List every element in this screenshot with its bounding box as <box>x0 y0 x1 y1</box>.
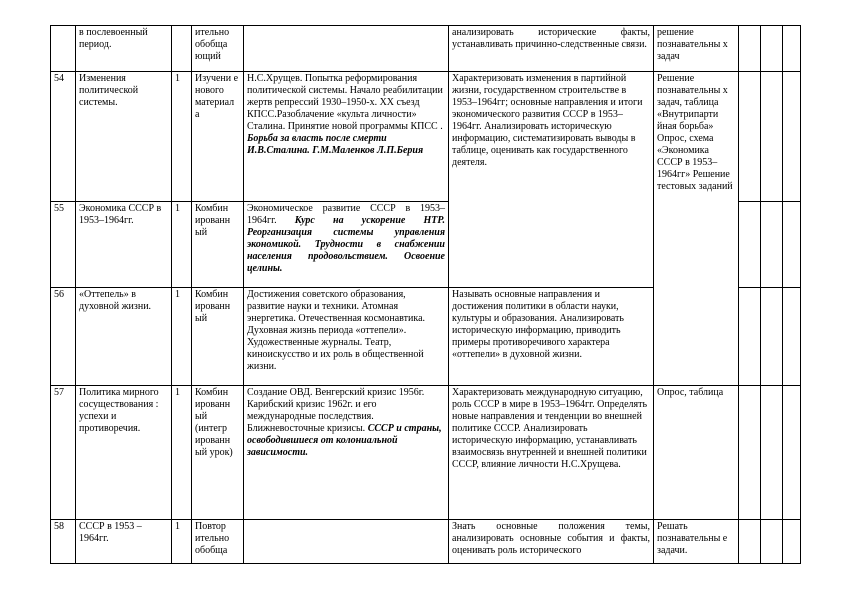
lesson-content <box>244 386 449 520</box>
lesson-number: 55 <box>51 202 76 288</box>
content-text: Экономическое развитие СССР в 1953–1964гг. <box>247 203 445 226</box>
lesson-topic: Изменения политической системы. <box>76 72 172 202</box>
control-form: Решать познавательны е задачи. <box>654 520 739 564</box>
empty-cell <box>761 202 783 288</box>
lesson-hours: 1 <box>172 386 192 520</box>
student-activity: Называть основные направления и достижения политики в области науки, культуры и образования. Анализировать историческую информацию, приводить примеры противоречивого характера «оттепели» в духовной жизни. <box>449 288 654 386</box>
empty-cell <box>739 288 761 386</box>
empty-cell <box>739 202 761 288</box>
content-italic: Курс на ускорение НТР. Реорганизация системы управления экономикой. Трудности в снабжении населения продовольствием. Освоение целины. <box>247 215 446 274</box>
lesson-number <box>51 26 76 72</box>
lesson-topic: Экономика СССР в 1953–1964гг. <box>76 202 172 288</box>
lesson-number: 58 <box>51 520 76 564</box>
student-activity: анализировать исторические факты, устанавливать причинно-следственные связи. <box>449 26 654 72</box>
lesson-topic: СССР в 1953 – 1964гг. <box>76 520 172 564</box>
empty-cell <box>783 26 801 72</box>
table-row <box>51 72 801 202</box>
lesson-type: Комбин ированн ый (интегр ированн ый урок) <box>192 386 244 520</box>
lesson-type: Изучени е нового материал а <box>192 72 244 202</box>
empty-cell <box>783 202 801 288</box>
lesson-content <box>244 72 449 202</box>
lesson-content <box>244 202 449 288</box>
content-italic: СССР и страны, освободившиеся от колониальной зависимости. <box>247 423 442 458</box>
empty-cell <box>783 386 801 520</box>
lesson-number: 56 <box>51 288 76 386</box>
empty-cell <box>761 26 783 72</box>
lesson-content <box>244 288 449 386</box>
lesson-content <box>244 520 449 564</box>
table-row <box>51 26 801 72</box>
empty-cell <box>761 288 783 386</box>
empty-cell <box>783 520 801 564</box>
student-activity: Характеризовать изменения в партийной жизни, государственном строительстве в 1953–1964гг; основные направления и итоги экономического развития СССР в 1953–1964гг. Анализировать историческую информацию, систематизировать выводы в таблице, оценивать как государственного деятеля. <box>449 72 654 288</box>
empty-cell <box>761 386 783 520</box>
lesson-topic: в послевоенный период. <box>76 26 172 72</box>
empty-cell <box>783 72 801 202</box>
lesson-hours: 1 <box>172 520 192 564</box>
empty-cell <box>739 26 761 72</box>
empty-cell <box>761 520 783 564</box>
lesson-plan-table <box>50 25 801 564</box>
lesson-number: 57 <box>51 386 76 520</box>
lesson-number: 54 <box>51 72 76 202</box>
lesson-topic: «Оттепель» в духовной жизни. <box>76 288 172 386</box>
empty-cell <box>761 72 783 202</box>
lesson-hours <box>172 26 192 72</box>
lesson-topic: Политика мирного сосуществования : успехи и противоречия. <box>76 386 172 520</box>
content-text: Достижения советского образования, развитие науки и техники. Атомная энергетика. Отечественная космонавтика. Духовная жизнь периода «оттепели». Художественные журналы. Театр, киноискусство и их роль в общественной жизни. <box>247 289 426 372</box>
empty-cell <box>783 288 801 386</box>
student-activity: Характеризовать международную ситуацию, роль СССР в мире в 1953–1964гг. Определять новые направления и тенденции во внешней политике СССР. Анализировать историческую информацию, устанавливать взаимосвязь внутренней и внешней политики СССР, влияние личности Н.С.Хрущева. <box>449 386 654 520</box>
control-form: решение познавательны х задач <box>654 26 739 72</box>
content-italic: Борьба за власть после смерти И.В.Сталина. Г.М.Маленков Л.П.Берия <box>247 133 424 156</box>
control-form: Решение познавательны х задач, таблица «Внутрипарти йная борьба» Опрос, схема «Экономика СССР в 1953–1964гг» Решение тестовых заданий <box>654 72 739 386</box>
student-activity: Знать основные положения темы, анализировать основные события и факты, оценивать роль исторического <box>449 520 654 564</box>
control-form: Опрос, таблица <box>654 386 739 520</box>
lesson-content <box>244 26 449 72</box>
empty-cell <box>739 520 761 564</box>
lesson-type: Повтор ительно обобща <box>192 520 244 564</box>
content-text: Создание ОВД. Венгерский кризис 1956г. Карибский кризис 1962г. и его международные последствия. Ближневосточные кризисы. <box>247 387 425 434</box>
lesson-hours: 1 <box>172 202 192 288</box>
lesson-hours: 1 <box>172 72 192 202</box>
lesson-type: Комбин ированн ый <box>192 202 244 288</box>
lesson-type: ительно обобща ющий <box>192 26 244 72</box>
lesson-type: Комбин ированн ый <box>192 288 244 386</box>
empty-cell <box>739 72 761 202</box>
table-row <box>51 520 801 564</box>
lesson-hours: 1 <box>172 288 192 386</box>
empty-cell <box>739 386 761 520</box>
content-text: Н.С.Хрущев. Попытка реформирования политической системы. Начало реабилитации жертв репрессий 1930–1950-х. XX съезд КПСС.Разоблачение «культа личности» Сталина. Принятие новой программы КПСС . <box>247 73 443 132</box>
table-row <box>51 386 801 520</box>
